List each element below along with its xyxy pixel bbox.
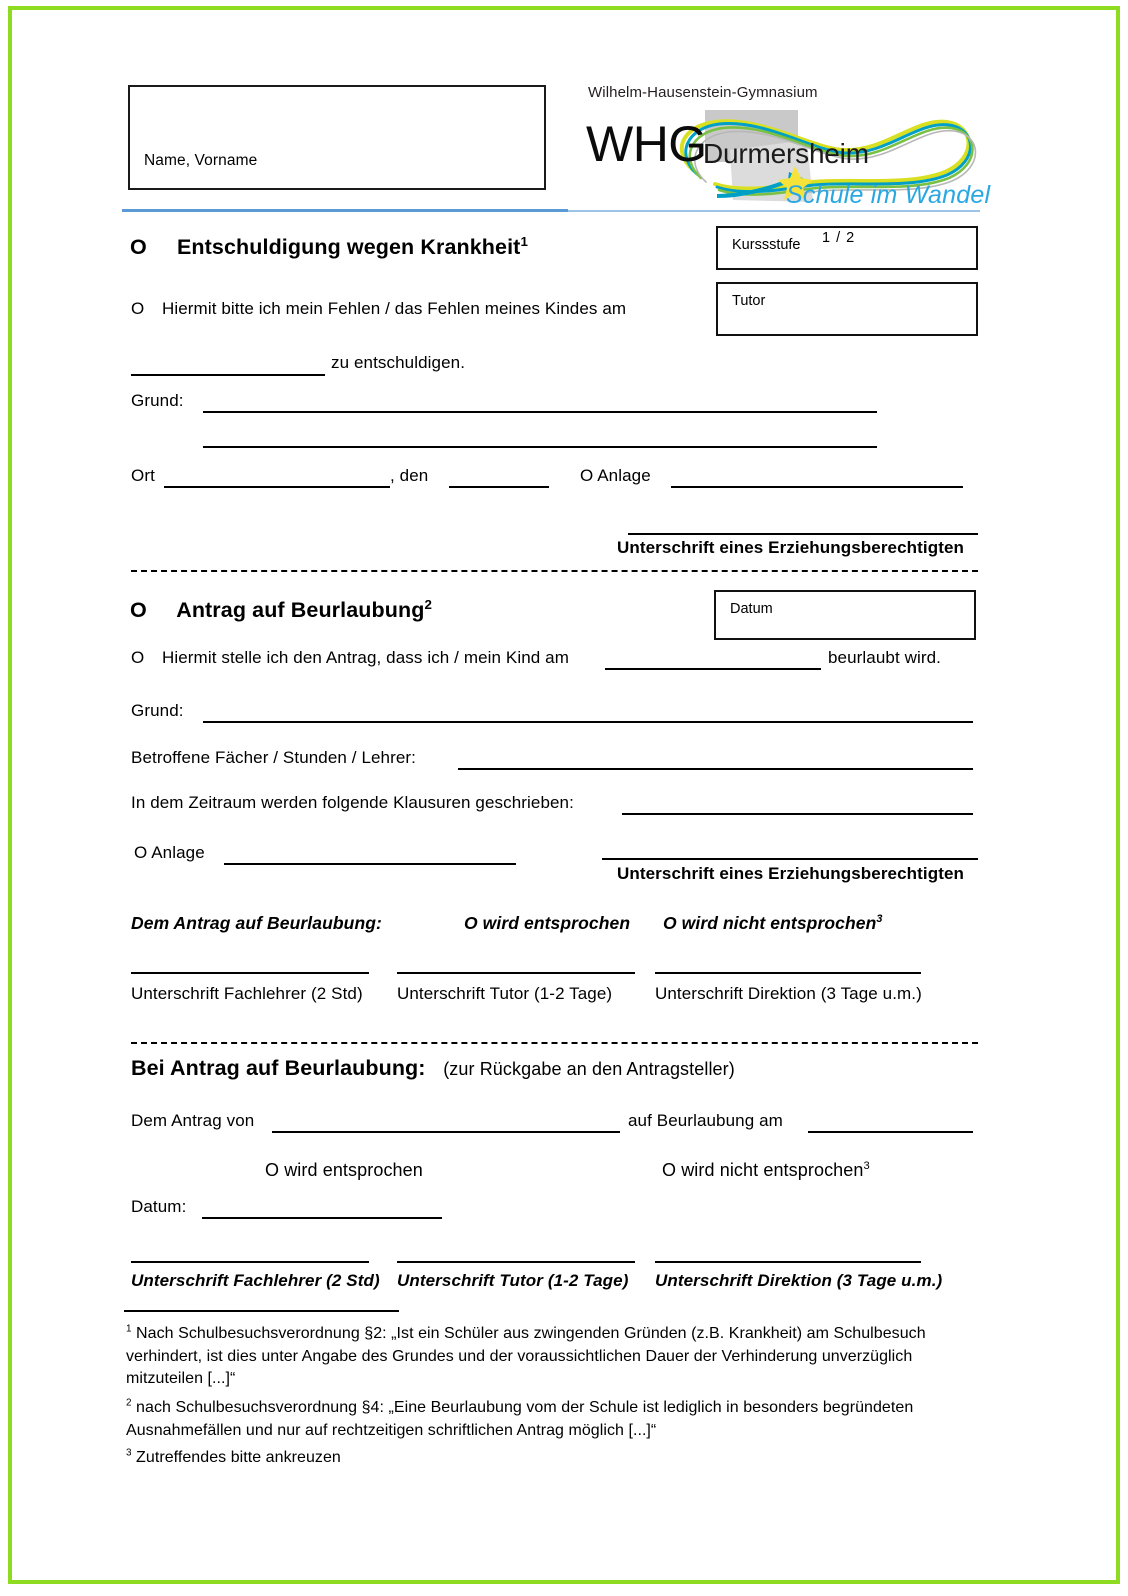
sickness-line1	[131, 299, 626, 319]
section-return-subtitle: (zur Rückgabe an den Antragsteller)	[443, 1059, 735, 1079]
header-divider-right	[568, 210, 980, 212]
footnote-separator	[124, 1310, 399, 1312]
footnote-2-marker: 2	[126, 1397, 132, 1409]
leave-klausuren-line[interactable]	[622, 813, 973, 815]
tutor-label: Tutor	[732, 293, 766, 309]
sickness-den-label: , den	[390, 466, 429, 485]
section-return-heading	[131, 1056, 735, 1081]
sickness-signature-line[interactable]	[628, 533, 978, 535]
return-antrag-von-label: Dem Antrag von	[131, 1111, 255, 1130]
return-antrag-von-line[interactable]	[272, 1131, 620, 1133]
footnote-1	[126, 1323, 986, 1391]
logo-school-name: Wilhelm-Hausenstein-Gymnasium	[588, 84, 818, 101]
leave-date-line[interactable]	[605, 668, 821, 670]
leave-anlage-label[interactable]: O Anlage	[134, 843, 205, 862]
sickness-grund-label: Grund:	[131, 391, 184, 410]
leave-sign-tutor-caption: Unterschrift Tutor (1-2 Tage)	[397, 984, 613, 1003]
sickness-signature-caption: Unterschrift eines Erziehungsberechtigten	[617, 538, 965, 557]
leave-decision-no-text: O wird nicht entsprochen	[663, 913, 877, 933]
return-beurlaubung-date-line[interactable]	[808, 1131, 973, 1133]
leave-line1-text-a: Hiermit stelle ich den Antrag, dass ich / mein Kind am	[161, 648, 569, 667]
name-box-caption: Name, Vorname	[144, 152, 258, 169]
return-datum-line[interactable]	[202, 1217, 442, 1219]
sickness-date-line[interactable]	[131, 374, 325, 376]
section-separator-2	[131, 1042, 978, 1044]
leave-faecher-line[interactable]	[458, 768, 973, 770]
leave-line1-text-b: beurlaubt wird.	[828, 648, 942, 667]
section-sickness-checkbox[interactable]: O	[130, 235, 147, 259]
return-decision-no-note: 3	[863, 1160, 870, 1172]
sickness-ort-label: Ort	[131, 466, 155, 485]
section-separator-1	[131, 570, 978, 572]
footnote-2-text: nach Schulbesuchsverordnung §4: „Eine Beurlaubung vom der Schule ist lediglich in besonders begründeten Ausnahmefällen und nur auf rechtzeitigen schriftlichen Antrag möglich [...]“	[126, 1399, 914, 1439]
section-leave-checkbox[interactable]: O	[130, 598, 147, 622]
return-sign-fachlehrer-line[interactable]	[131, 1261, 369, 1263]
leave-grund-label: Grund:	[131, 701, 184, 720]
leave-sign-direktion-caption: Unterschrift Direktion (3 Tage u.m.)	[655, 984, 922, 1003]
header-divider-left	[122, 209, 568, 212]
kursstufe-label: Kurssstufe	[732, 237, 801, 253]
sickness-den-line[interactable]	[449, 486, 549, 488]
return-decision-no-text: O wird nicht entsprochen	[662, 1160, 864, 1180]
leave-line1	[131, 648, 569, 668]
name-input-box[interactable]	[128, 85, 546, 190]
section-leave-title-note: 2	[424, 596, 432, 612]
footnote-2	[126, 1397, 986, 1442]
leave-sign-direktion-line[interactable]	[655, 972, 921, 974]
school-logo	[575, 78, 990, 208]
datum-label: Datum	[730, 601, 773, 617]
section-sickness-heading	[130, 235, 528, 260]
leave-line1-checkbox[interactable]: O	[131, 648, 145, 667]
return-decision-no[interactable]	[662, 1160, 870, 1181]
sickness-anlage-line[interactable]	[671, 486, 963, 488]
return-sign-fachlehrer-caption: Unterschrift Fachlehrer (2 Std)	[131, 1271, 380, 1290]
footnote-3	[126, 1447, 986, 1470]
section-sickness-title-note: 1	[520, 233, 528, 249]
leave-decision-no[interactable]	[663, 913, 883, 934]
logo-claim: Schule im Wandel	[786, 181, 991, 209]
sickness-grund-line-1[interactable]	[203, 411, 877, 413]
sickness-line2-text: zu entschuldigen.	[331, 353, 466, 372]
footnote-1-text: Nach Schulbesuchsverordnung §2: „Ist ein Schüler aus zwingenden Gründen (z.B. Krankheit) am Schulbesuch verhindert, ist dies unter Angabe des Grundes und der voraussichtlichen Dauer der Verhinderung unverzüglich mitzuteilen [...]“	[126, 1325, 926, 1388]
leave-sign-fachlehrer-caption: Unterschrift Fachlehrer (2 Std)	[131, 984, 363, 1003]
kursstufe-box[interactable]	[716, 226, 978, 270]
return-sign-direktion-line[interactable]	[655, 1261, 921, 1263]
sickness-grund-line-2[interactable]	[203, 446, 877, 448]
leave-sign-tutor-line[interactable]	[397, 972, 635, 974]
kursstufe-value: 1 / 2	[822, 230, 856, 246]
logo-acronym: WHG	[586, 116, 707, 172]
return-sign-direktion-caption: Unterschrift Direktion (3 Tage u.m.)	[655, 1271, 943, 1290]
leave-decision-label: Dem Antrag auf Beurlaubung:	[131, 913, 382, 933]
leave-decision-no-note: 3	[876, 913, 883, 926]
return-decision-yes[interactable]: O wird entsprochen	[265, 1160, 423, 1180]
footnote-1-marker: 1	[126, 1323, 132, 1335]
return-datum-label: Datum:	[131, 1197, 187, 1216]
section-return-title: Bei Antrag auf Beurlaubung:	[131, 1056, 426, 1080]
leave-klausuren-label: In dem Zeitraum werden folgende Klausuren geschrieben:	[131, 793, 574, 812]
leave-faecher-label: Betroffene Fächer / Stunden / Lehrer:	[131, 748, 417, 767]
footnote-3-text: Zutreffendes bitte ankreuzen	[131, 1449, 341, 1466]
leave-grund-line[interactable]	[203, 721, 973, 723]
sickness-ort-line[interactable]	[164, 486, 390, 488]
return-sign-tutor-caption: Unterschrift Tutor (1-2 Tage)	[397, 1271, 629, 1290]
section-sickness-title: Entschuldigung wegen Krankheit	[176, 235, 521, 259]
sickness-line1-checkbox[interactable]: O	[131, 299, 145, 318]
datum-box[interactable]	[714, 590, 976, 640]
leave-signature-line[interactable]	[602, 858, 978, 860]
leave-anlage-line[interactable]	[224, 863, 516, 865]
sickness-anlage-label[interactable]: O Anlage	[580, 466, 651, 485]
section-leave-heading	[130, 598, 432, 623]
leave-signature-caption: Unterschrift eines Erziehungsberechtigten	[617, 864, 965, 883]
return-auf-beurlaubung-label: auf Beurlaubung am	[628, 1111, 783, 1130]
sickness-line1-text: Hiermit bitte ich mein Fehlen / das Fehlen meines Kindes am	[161, 299, 627, 318]
section-leave-title: Antrag auf Beurlaubung	[176, 598, 425, 622]
leave-sign-fachlehrer-line[interactable]	[131, 972, 369, 974]
leave-decision-yes[interactable]: O wird entsprochen	[464, 913, 631, 933]
tutor-box[interactable]	[716, 282, 978, 336]
return-sign-tutor-line[interactable]	[397, 1261, 635, 1263]
footnote-3-marker: 3	[126, 1447, 132, 1459]
logo-town: Durmersheim	[703, 138, 869, 169]
